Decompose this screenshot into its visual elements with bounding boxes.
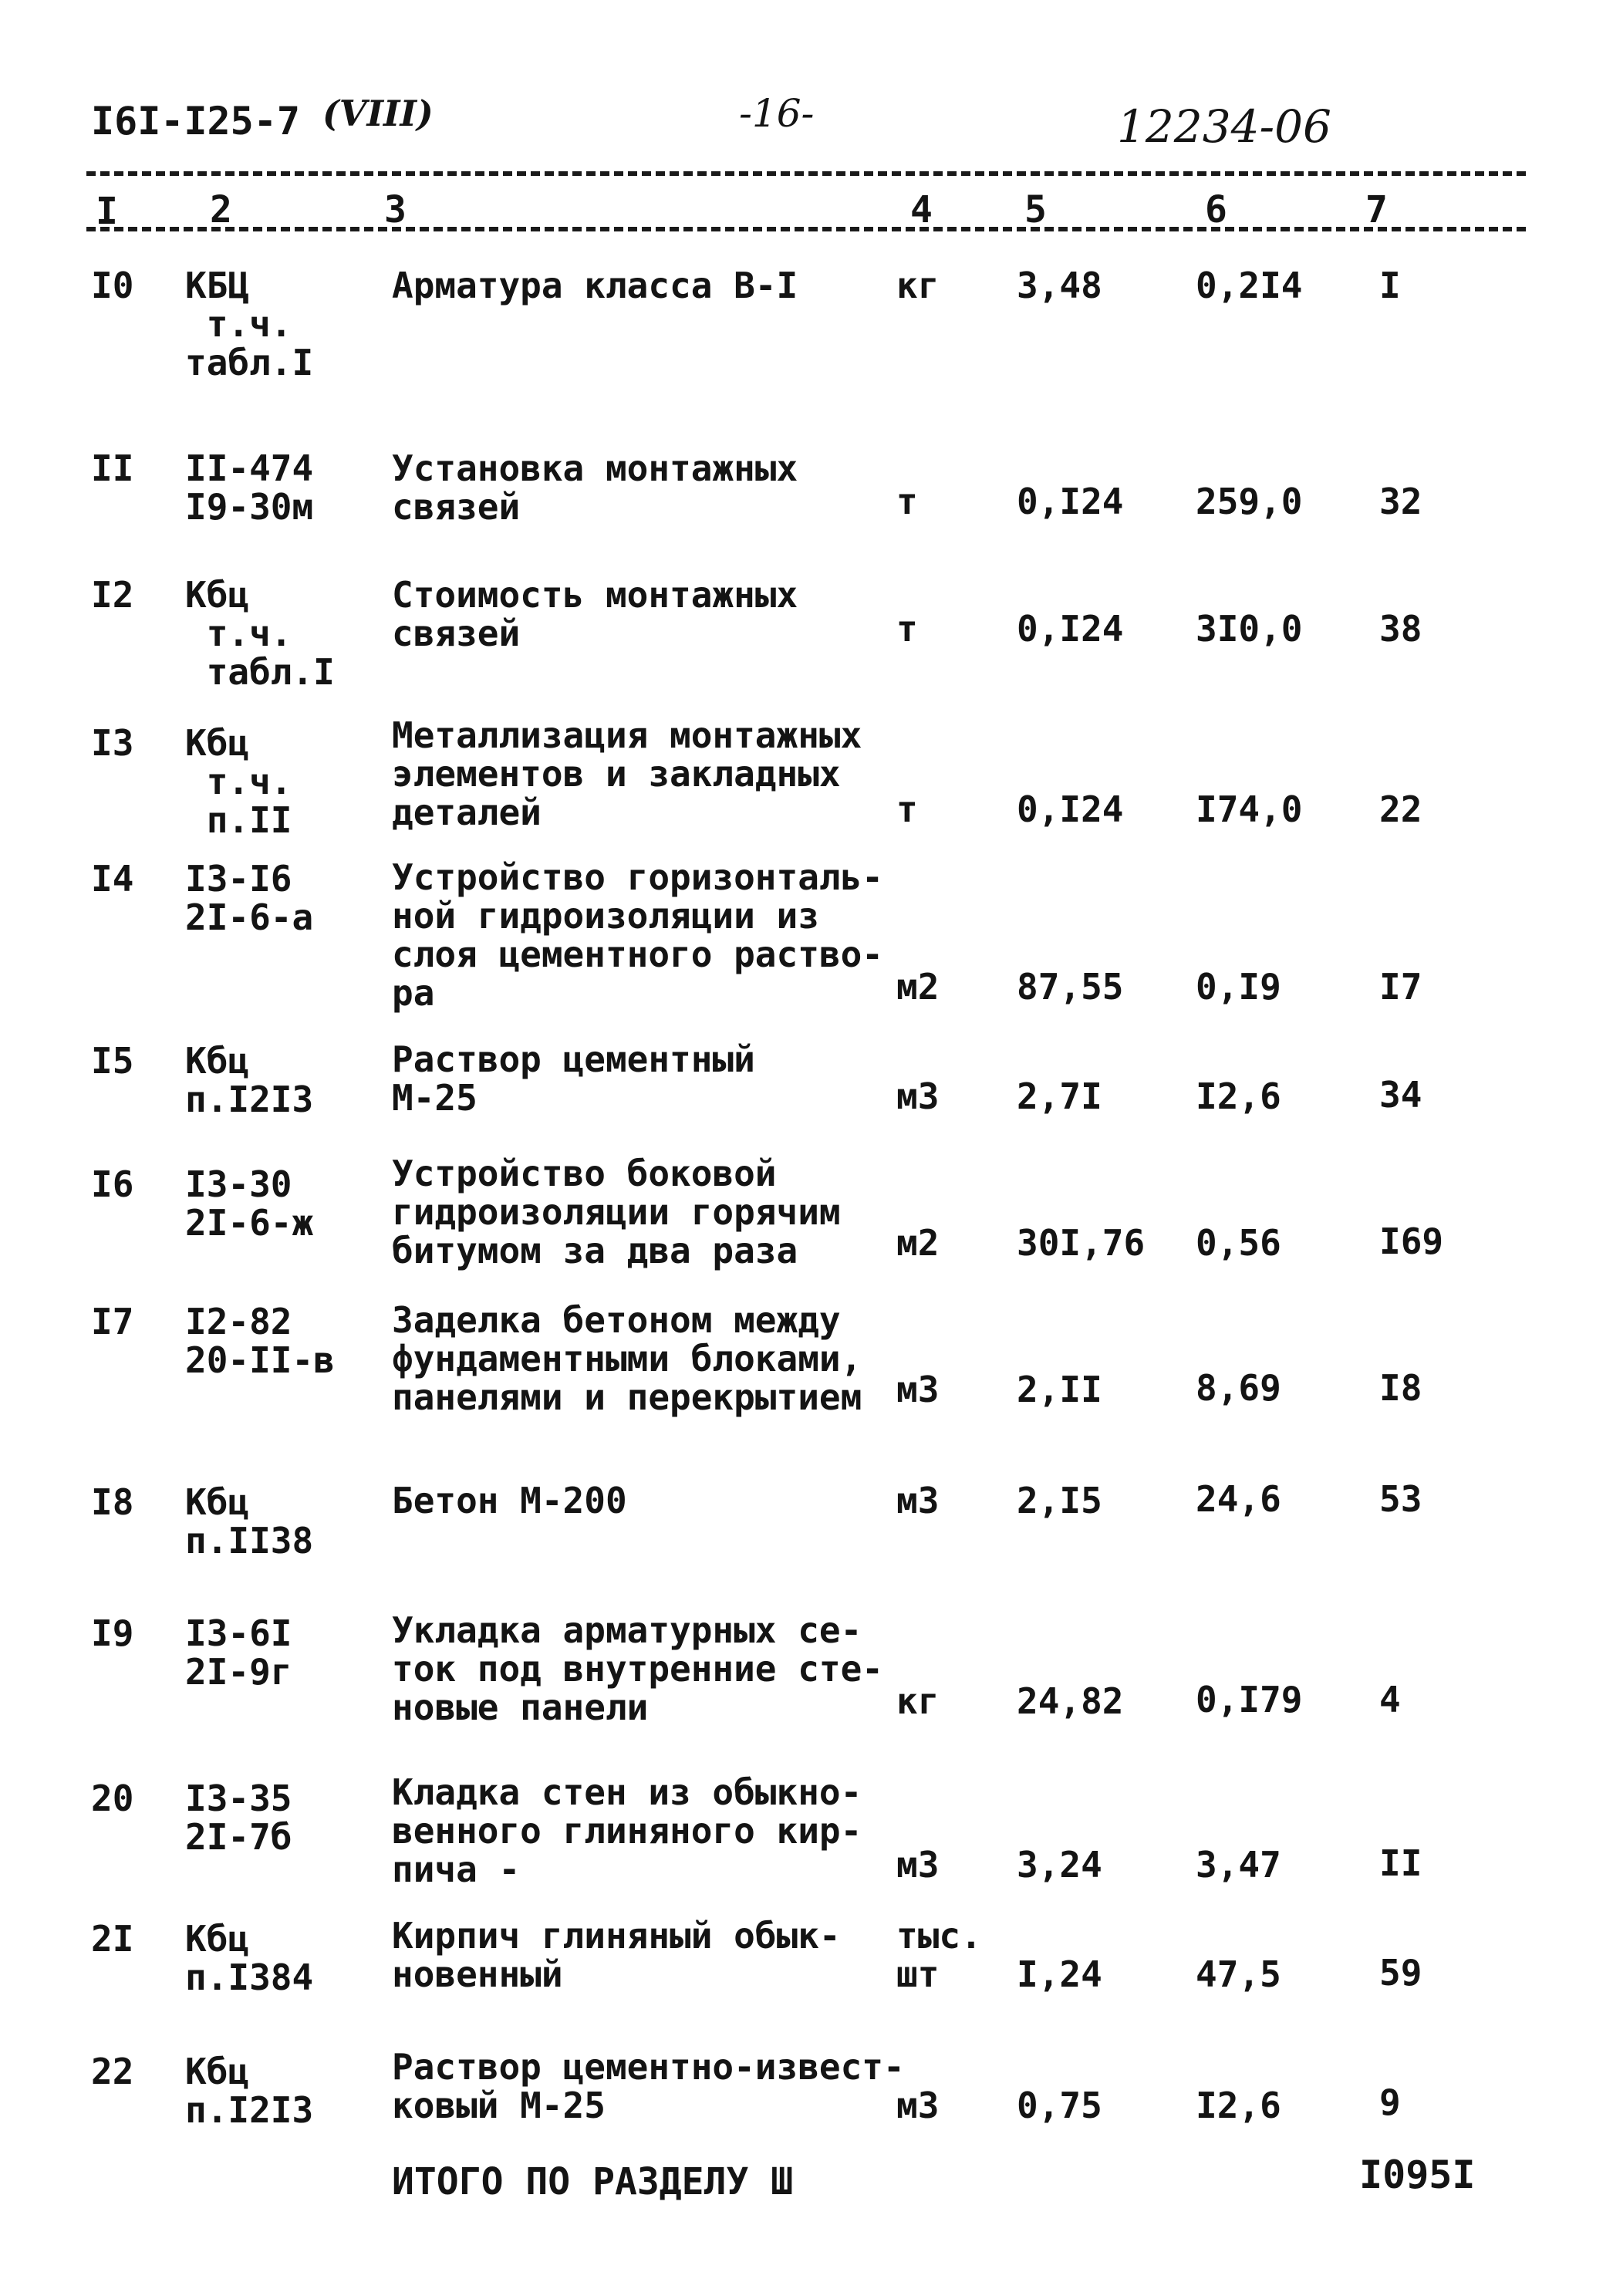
row-number: I0 — [91, 265, 134, 306]
unit: тыс. шт — [896, 1915, 982, 1995]
archive-number: 12234-06 — [1117, 100, 1331, 153]
total-cost: I7 — [1379, 966, 1422, 1008]
volume-note: (VIII) — [322, 93, 434, 134]
row-number: 22 — [91, 2051, 134, 2092]
header-rule-bottom — [86, 227, 1526, 231]
quantity: 87,55 — [1017, 966, 1124, 1008]
quantity: 0,I24 — [1017, 608, 1124, 650]
section-total-label: ИТОГО ПО РАЗДЕЛУ Ш — [392, 2160, 794, 2203]
column-number-3: 3 — [384, 188, 407, 231]
total-cost: 22 — [1379, 788, 1422, 830]
column-number-1: I — [96, 190, 118, 233]
unit: м2 — [896, 1222, 940, 1264]
quantity: 2,II — [1017, 1369, 1102, 1410]
page-number: -16- — [739, 91, 815, 136]
unit-price: 259,0 — [1196, 481, 1303, 522]
unit: м3 — [896, 1369, 940, 1410]
total-cost: 59 — [1379, 1952, 1422, 1994]
row-number: II — [91, 447, 134, 489]
norm-code: Кбц п.I2I3 — [185, 1040, 314, 1120]
unit-price: I2,6 — [1196, 2085, 1281, 2126]
work-name: Бетон М-200 — [392, 1480, 627, 1521]
work-name: Металлизация монтажных элементов и закладных деталей — [392, 714, 862, 833]
total-cost: 34 — [1379, 1074, 1422, 1116]
quantity: 24,82 — [1017, 1680, 1124, 1722]
unit-price: I2,6 — [1196, 1075, 1281, 1117]
quantity: 3,24 — [1017, 1844, 1102, 1886]
column-number-4: 4 — [910, 188, 933, 231]
total-cost: 32 — [1379, 481, 1422, 522]
row-number: I6 — [91, 1163, 134, 1205]
unit: м3 — [896, 1480, 940, 1521]
unit: кг — [896, 265, 940, 306]
unit-price: 3I0,0 — [1196, 608, 1303, 650]
row-number: I2 — [91, 574, 134, 616]
unit: м2 — [896, 966, 940, 1008]
total-cost: II — [1379, 1842, 1422, 1884]
norm-code: I2-82 20-II-в — [185, 1301, 335, 1381]
column-number-2: 2 — [210, 188, 232, 231]
quantity: 0,I24 — [1017, 481, 1124, 522]
work-name: Стоимость монтажных связей — [392, 574, 798, 654]
row-number: I4 — [91, 858, 134, 900]
row-number: 20 — [91, 1778, 134, 1819]
norm-code: КБЦ т.ч. табл.I — [185, 265, 314, 383]
header-rule-top — [86, 171, 1526, 176]
quantity: 3,48 — [1017, 265, 1102, 306]
unit: т — [896, 608, 918, 650]
work-name: Устройство горизонталь- ной гидроизоляции из слоя цементного раство- ра — [392, 856, 883, 1014]
norm-code: II-474 I9-30м — [185, 447, 314, 528]
work-name: Раствор цементный М-25 — [392, 1038, 755, 1119]
work-name: Кладка стен из обыкно- венного глиняного кир- пича - — [392, 1771, 862, 1890]
norm-code: I3-I6 2I-6-а — [185, 858, 314, 938]
row-number: I9 — [91, 1612, 134, 1654]
norm-code: Кбц т.ч. табл.I — [185, 574, 335, 693]
unit-price: 47,5 — [1196, 1953, 1281, 1995]
work-name: Укладка арматурных се- ток под внутренние сте- новые панели — [392, 1609, 883, 1728]
row-number: I5 — [91, 1040, 134, 1082]
row-number: I3 — [91, 722, 134, 764]
unit: м3 — [896, 1844, 940, 1886]
unit: м3 — [896, 1075, 940, 1117]
unit: т — [896, 788, 918, 830]
row-number: I8 — [91, 1481, 134, 1523]
work-name: Установка монтажных связей — [392, 447, 798, 528]
column-number-5: 5 — [1024, 188, 1047, 231]
unit: м3 — [896, 2085, 940, 2126]
unit-price: 8,69 — [1196, 1367, 1281, 1409]
norm-code: I3-35 2I-7б — [185, 1778, 292, 1858]
norm-code: Кбц п.II38 — [185, 1481, 314, 1562]
work-name: Устройство боковой гидроизоляции горячим битумом за два раза — [392, 1153, 841, 1271]
total-cost: 38 — [1379, 608, 1422, 650]
norm-code: I3-30 2I-6-ж — [185, 1163, 314, 1244]
column-number-6: 6 — [1205, 188, 1227, 231]
total-cost: 9 — [1379, 2082, 1401, 2123]
quantity: 30I,76 — [1017, 1222, 1146, 1264]
document-code: I6I-I25-7 — [91, 99, 300, 144]
unit-price: 0,I9 — [1196, 966, 1281, 1008]
total-cost: I8 — [1379, 1367, 1422, 1409]
quantity: 0,I24 — [1017, 788, 1124, 830]
unit-price: 3,47 — [1196, 1844, 1281, 1886]
norm-code: Кбц т.ч. п.II — [185, 722, 292, 841]
work-name: Арматура класса В-I — [392, 265, 798, 306]
quantity: I,24 — [1017, 1953, 1102, 1995]
section-total-value: I095I — [1359, 2152, 1476, 2197]
work-name: Заделка бетоном между фундаментными блоками, панелями и перекрытием — [392, 1299, 862, 1418]
norm-code: Кбц п.I384 — [185, 1918, 314, 1998]
norm-code: I3-6I 2I-9г — [185, 1612, 292, 1693]
unit: т — [896, 481, 918, 522]
quantity: 0,75 — [1017, 2085, 1102, 2126]
unit-price: 0,2I4 — [1196, 265, 1303, 306]
quantity: 2,I5 — [1017, 1480, 1102, 1521]
norm-code: Кбц п.I2I3 — [185, 2051, 314, 2131]
quantity: 2,7I — [1017, 1075, 1102, 1117]
work-name: Кирпич глиняный обык- новенный — [392, 1915, 841, 1995]
total-cost: I69 — [1379, 1221, 1444, 1262]
total-cost: 4 — [1379, 1679, 1401, 1720]
unit-price: 0,I79 — [1196, 1679, 1303, 1720]
work-name: Раствор цементно-извест- ковый М-25 — [392, 2046, 905, 2126]
total-cost: 53 — [1379, 1478, 1422, 1520]
unit-price: 24,6 — [1196, 1478, 1281, 1520]
unit-price: I74,0 — [1196, 788, 1303, 830]
unit: кг — [896, 1680, 940, 1722]
row-number: I7 — [91, 1301, 134, 1342]
unit-price: 0,56 — [1196, 1222, 1281, 1264]
column-number-7: 7 — [1365, 188, 1388, 231]
row-number: 2I — [91, 1918, 134, 1960]
total-cost: I — [1379, 265, 1401, 306]
